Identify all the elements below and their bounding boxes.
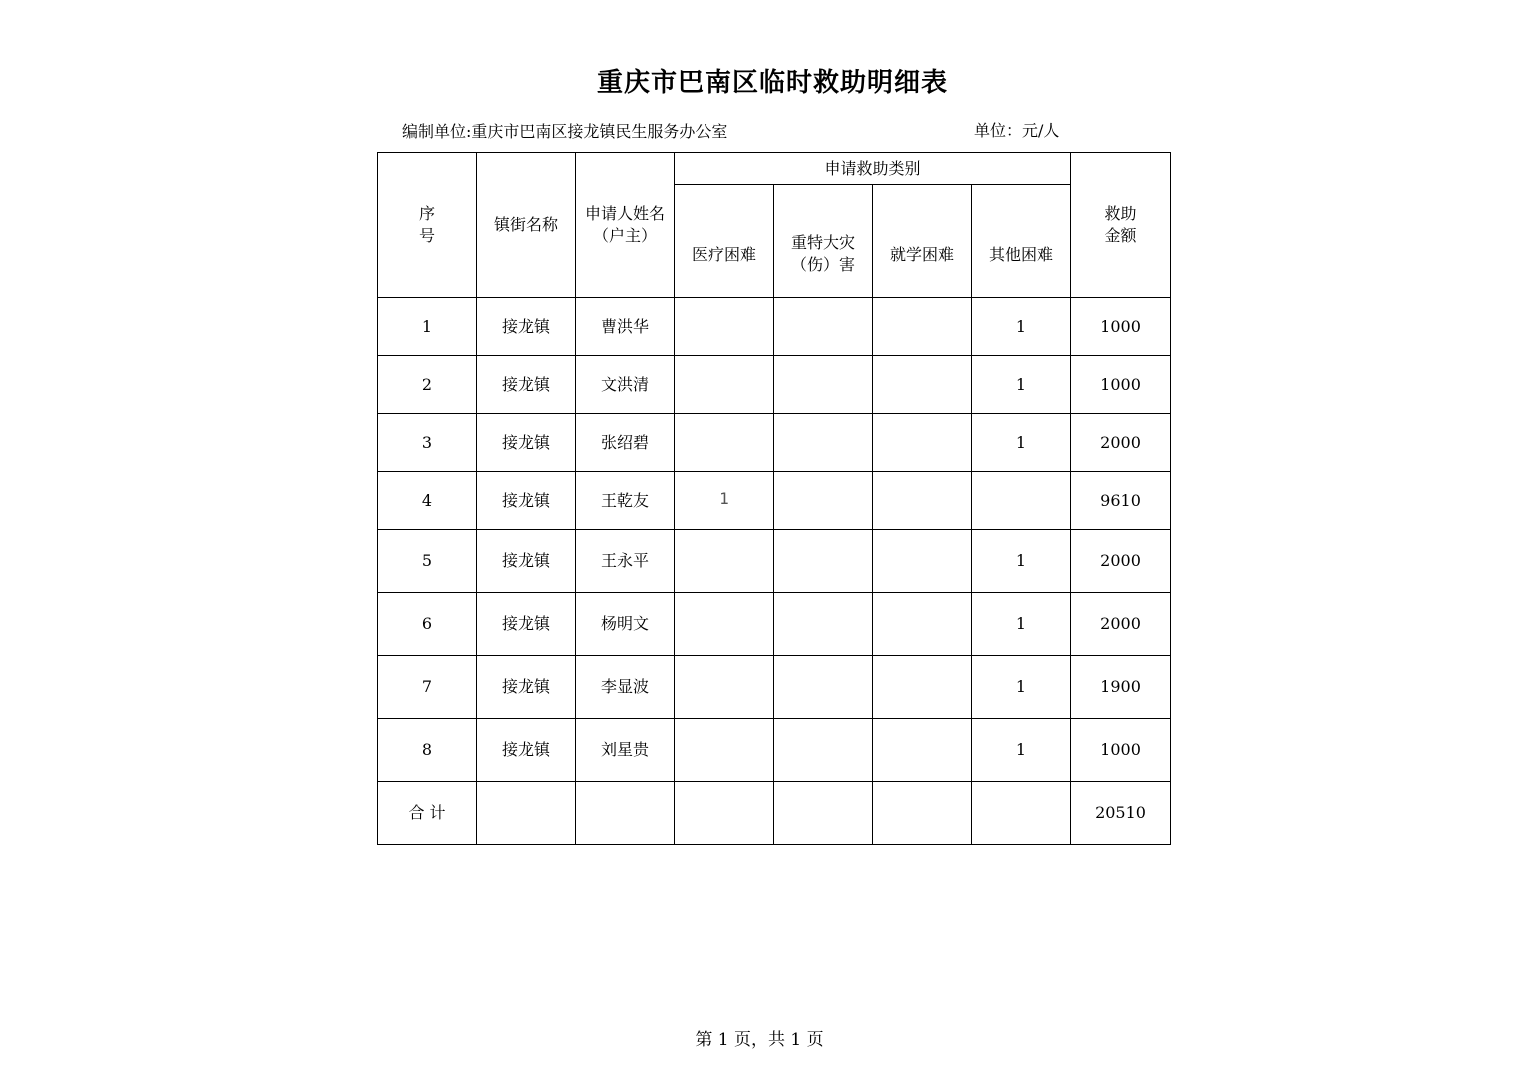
page-footer: 第 1 页，共 1 页 [695,1030,824,1050]
row-other: 1 [972,656,1071,719]
row-medical [675,354,774,412]
row-seq: 1 [378,298,477,356]
header-other: 其他困难 [972,185,1071,298]
row-disaster [774,414,873,472]
table-row [378,530,1171,593]
total-row [378,782,1171,845]
row-amount: 2000 [1071,593,1171,656]
header-town: 镇街名称 [477,153,576,298]
row-town: 接龙镇 [477,472,576,530]
total-empty-cell [774,782,873,845]
row-medical [675,412,774,470]
row-town: 接龙镇 [477,356,576,414]
row-town: 接龙镇 [477,414,576,472]
row-medical [675,528,774,591]
row-town: 接龙镇 [477,298,576,356]
row-disaster [774,593,873,656]
header-disaster: 重特大灾 （伤）害 [774,185,873,298]
row-amount: 9610 [1071,472,1171,530]
header-applicant: 申请人姓名 （户主） [576,153,675,298]
row-applicant-name: 王乾友 [576,472,675,530]
row-education [873,298,972,356]
row-applicant-name: 李显波 [576,656,675,719]
row-seq: 5 [378,530,477,593]
row-medical [675,591,774,654]
row-disaster [774,530,873,593]
table-row [378,593,1171,656]
total-empty-cell [972,782,1071,845]
row-amount: 1000 [1071,356,1171,414]
row-other: 1 [972,593,1071,656]
row-amount: 1000 [1071,298,1171,356]
row-disaster [774,719,873,782]
table-row [378,356,1171,414]
relief-detail-table [377,152,1171,845]
row-amount: 2000 [1071,530,1171,593]
currency-unit: 单位：元/人 [974,121,1060,140]
table-row [378,298,1171,356]
total-empty-cell [675,782,774,845]
header-seq: 序 号 [378,153,477,298]
table-row [378,656,1171,719]
row-applicant-name: 张绍碧 [576,414,675,472]
row-disaster [774,298,873,356]
row-education [873,472,972,530]
table-row [378,472,1171,530]
compiling-unit: 编制单位:重庆市巴南区接龙镇民生服务办公室 [402,122,728,141]
row-medical [675,654,774,717]
row-other: 1 [972,356,1071,414]
row-medical: 1 [675,470,774,528]
row-education [873,356,972,414]
row-other: 1 [972,530,1071,593]
row-amount: 2000 [1071,414,1171,472]
row-town: 接龙镇 [477,656,576,719]
row-seq: 6 [378,593,477,656]
row-medical [675,717,774,780]
row-seq: 7 [378,656,477,719]
row-applicant-name: 刘星贵 [576,719,675,782]
row-town: 接龙镇 [477,593,576,656]
row-applicant-name: 曹洪华 [576,298,675,356]
row-applicant-name: 杨明文 [576,593,675,656]
row-education [873,414,972,472]
row-amount: 1000 [1071,719,1171,782]
row-education [873,719,972,782]
total-empty-cell [873,782,972,845]
document-title: 重庆市巴南区临时救助明细表 [596,68,948,98]
row-applicant-name: 文洪清 [576,356,675,414]
row-town: 接龙镇 [477,530,576,593]
row-seq: 4 [378,472,477,530]
row-education [873,530,972,593]
row-seq: 2 [378,356,477,414]
row-education [873,656,972,719]
row-amount: 1900 [1071,656,1171,719]
total-label: 合 计 [378,782,477,845]
row-seq: 3 [378,414,477,472]
table-row [378,414,1171,472]
table-row [378,719,1171,782]
row-other: 1 [972,719,1071,782]
row-town: 接龙镇 [477,719,576,782]
row-disaster [774,472,873,530]
row-other: 1 [972,298,1071,356]
header-amount: 救助 金额 [1071,153,1171,298]
header-medical: 医疗困难 [675,185,774,298]
row-medical [675,296,774,354]
row-education [873,593,972,656]
total-amount: 20510 [1071,782,1171,845]
header-education: 就学困难 [873,185,972,298]
row-disaster [774,656,873,719]
row-other: 1 [972,414,1071,472]
total-empty-cell [477,782,576,845]
total-empty-cell [576,782,675,845]
row-seq: 8 [378,719,477,782]
header-category-group: 申请救助类别 [675,153,1071,185]
row-disaster [774,356,873,414]
row-other [972,472,1071,530]
row-applicant-name: 王永平 [576,530,675,593]
